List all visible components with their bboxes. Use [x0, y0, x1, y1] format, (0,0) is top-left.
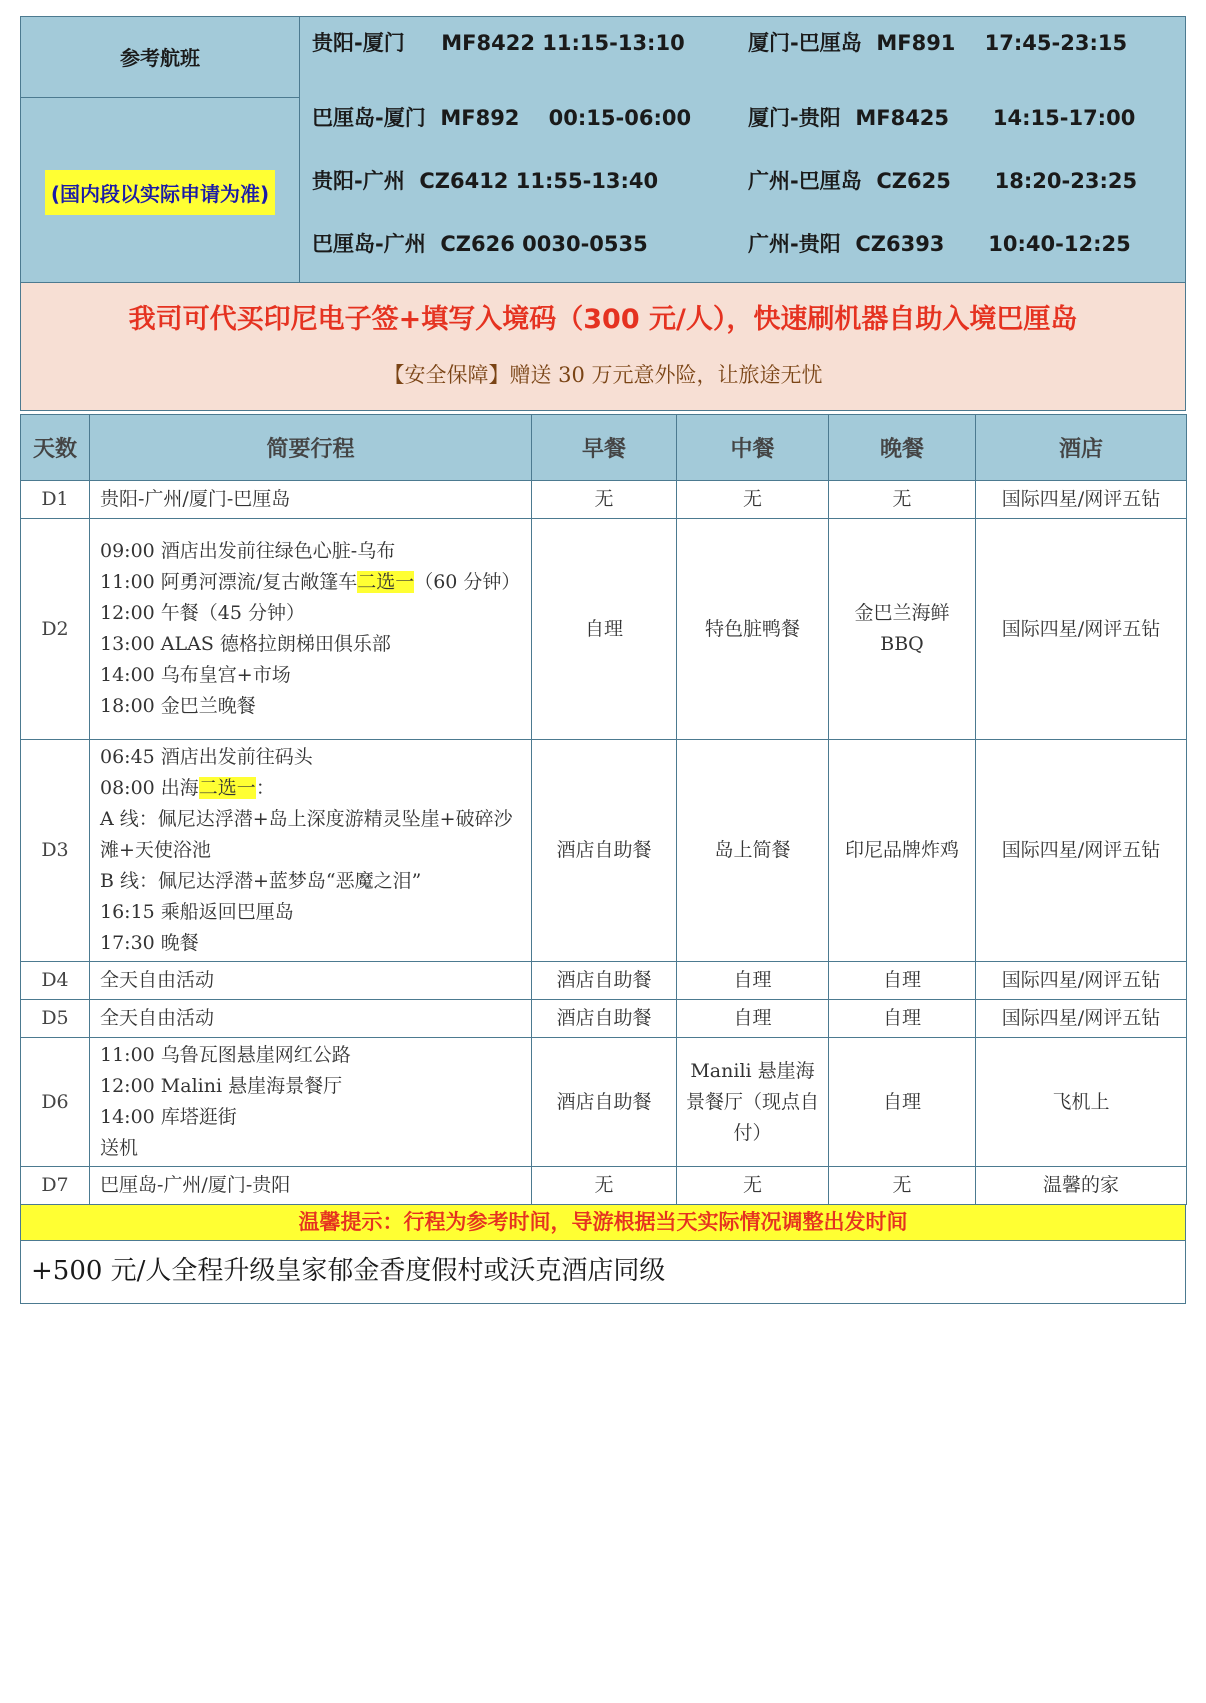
breakfast-cell: 酒店自助餐	[532, 962, 677, 1000]
hotel-cell: 温馨的家	[976, 1167, 1187, 1205]
schedule-line: 12:00 Malini 悬崖海景餐厅	[100, 1075, 343, 1097]
flight-left: 巴厘岛-厦门 MF892 00:15-06:00	[312, 105, 692, 130]
flight-row	[300, 148, 1185, 211]
hotel-cell: 国际四星/网评五钻	[976, 1000, 1187, 1038]
highlight-text: 二选一	[198, 777, 256, 799]
breakfast-cell: 无	[532, 481, 677, 519]
schedule-cell	[90, 1038, 532, 1167]
flights-note: (国内段以实际申请为准)	[45, 170, 275, 215]
flight-row	[300, 23, 1185, 61]
dinner-cell: 无	[829, 1167, 976, 1205]
schedule-line: B 线：佩尼达浮潜+蓝梦岛“恶魔之泪”	[100, 870, 422, 892]
schedule-line: 09:00 酒店出发前往绿色心脏-乌布	[100, 540, 396, 562]
schedule-line: 06:45 酒店出发前往码头	[100, 746, 313, 768]
schedule-text: 11:00 阿勇河漂流/复古敞篷车	[100, 571, 358, 593]
flight-right: 厦门-巴厘岛 MF891 17:45-23:15	[748, 31, 1128, 55]
schedule-line: 14:00 库塔逛街	[100, 1106, 237, 1128]
breakfast-cell: 酒店自助餐	[532, 740, 677, 962]
dinner-cell: 自理	[829, 1000, 976, 1038]
schedule-line: 11:00 乌鲁瓦图悬崖网红公路	[100, 1044, 351, 1066]
table-row	[21, 1000, 1187, 1038]
schedule-line: A 线：佩尼达浮潜+岛上深度游精灵坠崖+破碎沙滩+天使浴池	[100, 808, 513, 861]
lunch-cell: 特色脏鸭餐	[677, 519, 829, 740]
lunch-cell: Manili 悬崖海景餐厅（现点自付）	[677, 1038, 829, 1167]
flights-note-cell	[21, 97, 300, 282]
schedule-line: 送机	[100, 1137, 139, 1159]
dinner-cell: 金巴兰海鲜BBQ	[829, 519, 976, 740]
dinner-cell: 无	[829, 481, 976, 519]
flight-left: 巴厘岛-广州 CZ626 0030-0535	[312, 231, 648, 256]
flight-row	[300, 85, 1185, 148]
schedule-line: 12:00 午餐（45 分钟）	[100, 602, 306, 624]
highlight-text: 二选一	[357, 571, 415, 593]
hotel-cell: 国际四星/网评五钻	[976, 740, 1187, 962]
schedule-cell	[90, 740, 532, 962]
promo-main: 我司可代买印尼电子签+填写入境码（300 元/人），快速刷机器自助入境巴厘岛	[128, 304, 1078, 335]
itinerary-table	[20, 414, 1187, 1205]
promo-sub: 【安全保障】赠送 30 万元意外险，让旅途无忧	[383, 363, 823, 387]
breakfast-cell: 酒店自助餐	[532, 1038, 677, 1167]
day-cell: D7	[21, 1167, 90, 1205]
table-row	[21, 1038, 1187, 1167]
schedule-line: 14:00 乌布皇宫+市场	[100, 664, 291, 686]
day-cell: D1	[21, 481, 90, 519]
table-row	[21, 740, 1187, 962]
day-cell: D3	[21, 740, 90, 962]
day-cell: D6	[21, 1038, 90, 1167]
flight-left: 贵阳-广州 CZ6412 11:55-13:40	[312, 168, 659, 193]
header-dinner: 晚餐	[829, 415, 976, 481]
lunch-cell: 无	[677, 1167, 829, 1205]
header-day: 天数	[21, 415, 90, 481]
breakfast-cell: 酒店自助餐	[532, 1000, 677, 1038]
promo-banner	[20, 283, 1186, 411]
schedule-line: 17:30 晚餐	[100, 932, 199, 954]
schedule-cell	[90, 519, 532, 740]
itinerary-document	[20, 16, 1186, 1304]
lunch-cell: 自理	[677, 1000, 829, 1038]
table-row	[21, 962, 1187, 1000]
schedule-text: （60 分钟）	[414, 571, 521, 593]
schedule-line: 13:00 ALAS 德格拉朗梯田俱乐部	[100, 633, 391, 655]
flight-left: 贵阳-厦门 MF8422 11:15-13:10	[312, 31, 685, 55]
flight-right: 广州-贵阳 CZ6393 10:40-12:25	[748, 231, 1131, 256]
lunch-cell: 岛上简餐	[677, 740, 829, 962]
day-cell: D4	[21, 962, 90, 1000]
lunch-cell: 自理	[677, 962, 829, 1000]
flights-label: 参考航班	[21, 17, 300, 98]
hotel-cell: 国际四星/网评五钻	[976, 481, 1187, 519]
flight-right: 厦门-贵阳 MF8425 14:15-17:00	[748, 105, 1136, 130]
dinner-cell: 自理	[829, 962, 976, 1000]
schedule-line: 18:00 金巴兰晚餐	[100, 695, 256, 717]
schedule-cell: 巴厘岛-广州/厦门-贵阳	[90, 1167, 532, 1205]
day-cell: D5	[21, 1000, 90, 1038]
tip-banner: 温馨提示：行程为参考时间，导游根据当天实际情况调整出发时间	[20, 1205, 1186, 1241]
header-lunch: 中餐	[677, 415, 829, 481]
dinner-cell: 自理	[829, 1038, 976, 1167]
header-hotel: 酒店	[976, 415, 1187, 481]
upgrade-note: +500 元/人全程升级皇家郁金香度假村或沃克酒店同级	[20, 1241, 1186, 1304]
dinner-cell: 印尼品牌炸鸡	[829, 740, 976, 962]
day-cell: D2	[21, 519, 90, 740]
schedule-cell: 全天自由活动	[90, 962, 532, 1000]
flight-table	[20, 16, 1186, 283]
header-schedule: 简要行程	[90, 415, 532, 481]
header-breakfast: 早餐	[532, 415, 677, 481]
schedule-line: 16:15 乘船返回巴厘岛	[100, 901, 294, 923]
lunch-cell: 无	[677, 481, 829, 519]
schedule-cell: 全天自由活动	[90, 1000, 532, 1038]
table-row	[21, 519, 1187, 740]
hotel-cell: 国际四星/网评五钻	[976, 962, 1187, 1000]
hotel-cell: 飞机上	[976, 1038, 1187, 1167]
schedule-cell: 贵阳-广州/厦门-巴厘岛	[90, 481, 532, 519]
flight-lines	[300, 17, 1186, 283]
schedule-text: ：	[255, 777, 275, 799]
flight-right: 广州-巴厘岛 CZ625 18:20-23:25	[748, 168, 1138, 193]
hotel-cell: 国际四星/网评五钻	[976, 519, 1187, 740]
table-row	[21, 1167, 1187, 1205]
flight-row	[300, 211, 1185, 274]
schedule-text: 08:00 出海	[100, 777, 199, 799]
breakfast-cell: 自理	[532, 519, 677, 740]
itinerary-header-row	[21, 415, 1187, 481]
breakfast-cell: 无	[532, 1167, 677, 1205]
table-row	[21, 481, 1187, 519]
schedule-line	[100, 773, 523, 804]
schedule-line	[100, 567, 523, 598]
